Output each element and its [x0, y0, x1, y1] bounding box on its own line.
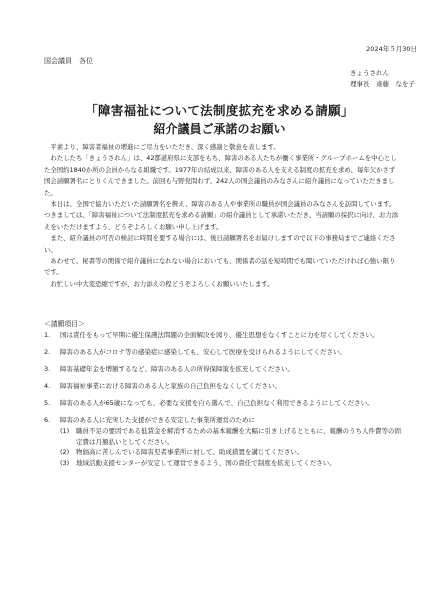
- addressee: 国会議員 各位: [44, 57, 93, 65]
- item-text: 障害基礎年金を増額するなど、障害のある人の所得保障策を拡充してください。: [60, 365, 294, 374]
- document-subtitle: 紹介議員ご承諾のお願い: [153, 122, 286, 136]
- item-number: 5.: [44, 399, 51, 408]
- sub-item: [60, 426, 404, 447]
- item-text: 障害のある人が65歳になっても、必要な支援を自ら選んで、自己負担なく利用できるようにしてください。: [60, 399, 374, 408]
- letter-body: [44, 142, 401, 290]
- body-paragraph: あわせて、秘書等の関係で紹介議員になれない場合においても、関係者の話を短時間でも聞いていただければ心強い限りです。: [44, 257, 396, 277]
- petition-item: [44, 398, 404, 409]
- petition-item: [44, 330, 404, 341]
- sub-item: [60, 447, 404, 458]
- organization-name: きょうされん: [350, 69, 389, 77]
- item-number: 4.: [44, 382, 51, 391]
- body-paragraph: お忙しい中大変恐縮ですが、お力添えの程どうぞよろしくお願いいたします。: [50, 279, 274, 288]
- sub-items-list: [60, 426, 404, 468]
- body-paragraph: わたしたち「きょうされん」は、42都道府県に支部をもち、障害のある人たちが働く事業所・グループホームを中心とした全国約1840か所の会員からなる組織です。1977年の結成以来、障害のある人を支える制度の拡充を求め、毎年欠かさず国会請願署名にとりくんできました。前回も与野党問わず、242人の国会議員のみなさんに紹介議員になっていただきました。: [44, 154, 397, 197]
- item-number: 6.: [44, 416, 51, 425]
- item-number: 2.: [44, 348, 51, 357]
- document-date: 2024年５月30日: [366, 45, 417, 53]
- item-text: 障害福祉事業における障害のある人と家族の自己負担をなくしてください。: [60, 382, 281, 391]
- petition-item: [44, 364, 404, 375]
- body-paragraph: 平素より、障害者福祉の増進にご尽力をいただき、深く感謝と敬意を表します。: [50, 143, 280, 151]
- sub-item-text: 地域活動支援センターが安定して運営できるよう、国の責任で制度を拡充してください。: [76, 458, 336, 467]
- petition-item: [44, 381, 404, 392]
- signatory: 理事長 斎藤 なを子: [350, 80, 415, 88]
- petition-items-heading: ＜請願項目＞: [44, 320, 85, 328]
- item-number: 1.: [44, 331, 51, 339]
- item-text: 障害のある人がコロナ等の感染症に感染しても、安心して医療を受けられるようにしてください。: [60, 348, 346, 357]
- petition-item: [44, 415, 404, 468]
- sub-item-text: 職員不足の要因である低賃金を解消するための基本報酬を大幅に引き上げるとともに、報酬のうち人件費等の固定費は月額払いとしてください。: [76, 427, 401, 446]
- sub-item-text: 物価高に苦しんでいる障害児者事業所に対して、助成措置を講じてください。: [76, 448, 304, 457]
- item-text: 国は責任をもって早期に優生保護法問題の全面解決を図り、優生思想をなくすことに力を尽くしてください。: [60, 331, 379, 339]
- document-title: 「障害福祉について法制度拡充を求める請願」: [85, 103, 354, 118]
- sub-item: [60, 458, 404, 469]
- petition-item: [44, 347, 404, 358]
- body-paragraph: 本日は、全国で協力いただいた請願署名を携え、障害のある人や事業所の職員が国会議員のみなさんを訪問しています。つきましては、「障害福祉について法制度拡充を求める請願」の紹介議員として承諾いただき、当請願の採択に向け、お力添えをいただけますよう、どうぞよろしくお願い申し上げます。: [44, 200, 399, 231]
- sub-item-number: (2): [60, 448, 70, 457]
- item-text: 障害のある人に充実した支援ができる安定した事業所運営のために: [60, 416, 255, 425]
- sub-item-number: (3): [60, 458, 70, 467]
- body-paragraph: また、紹介議員の可否の検討に時間を要する場合には、後日請願署名をお届けしますので以下の事務局までご連絡ください。: [44, 234, 396, 254]
- item-number: 3.: [44, 365, 51, 374]
- petition-items-list: [44, 330, 404, 475]
- sub-item-number: (1): [60, 427, 70, 436]
